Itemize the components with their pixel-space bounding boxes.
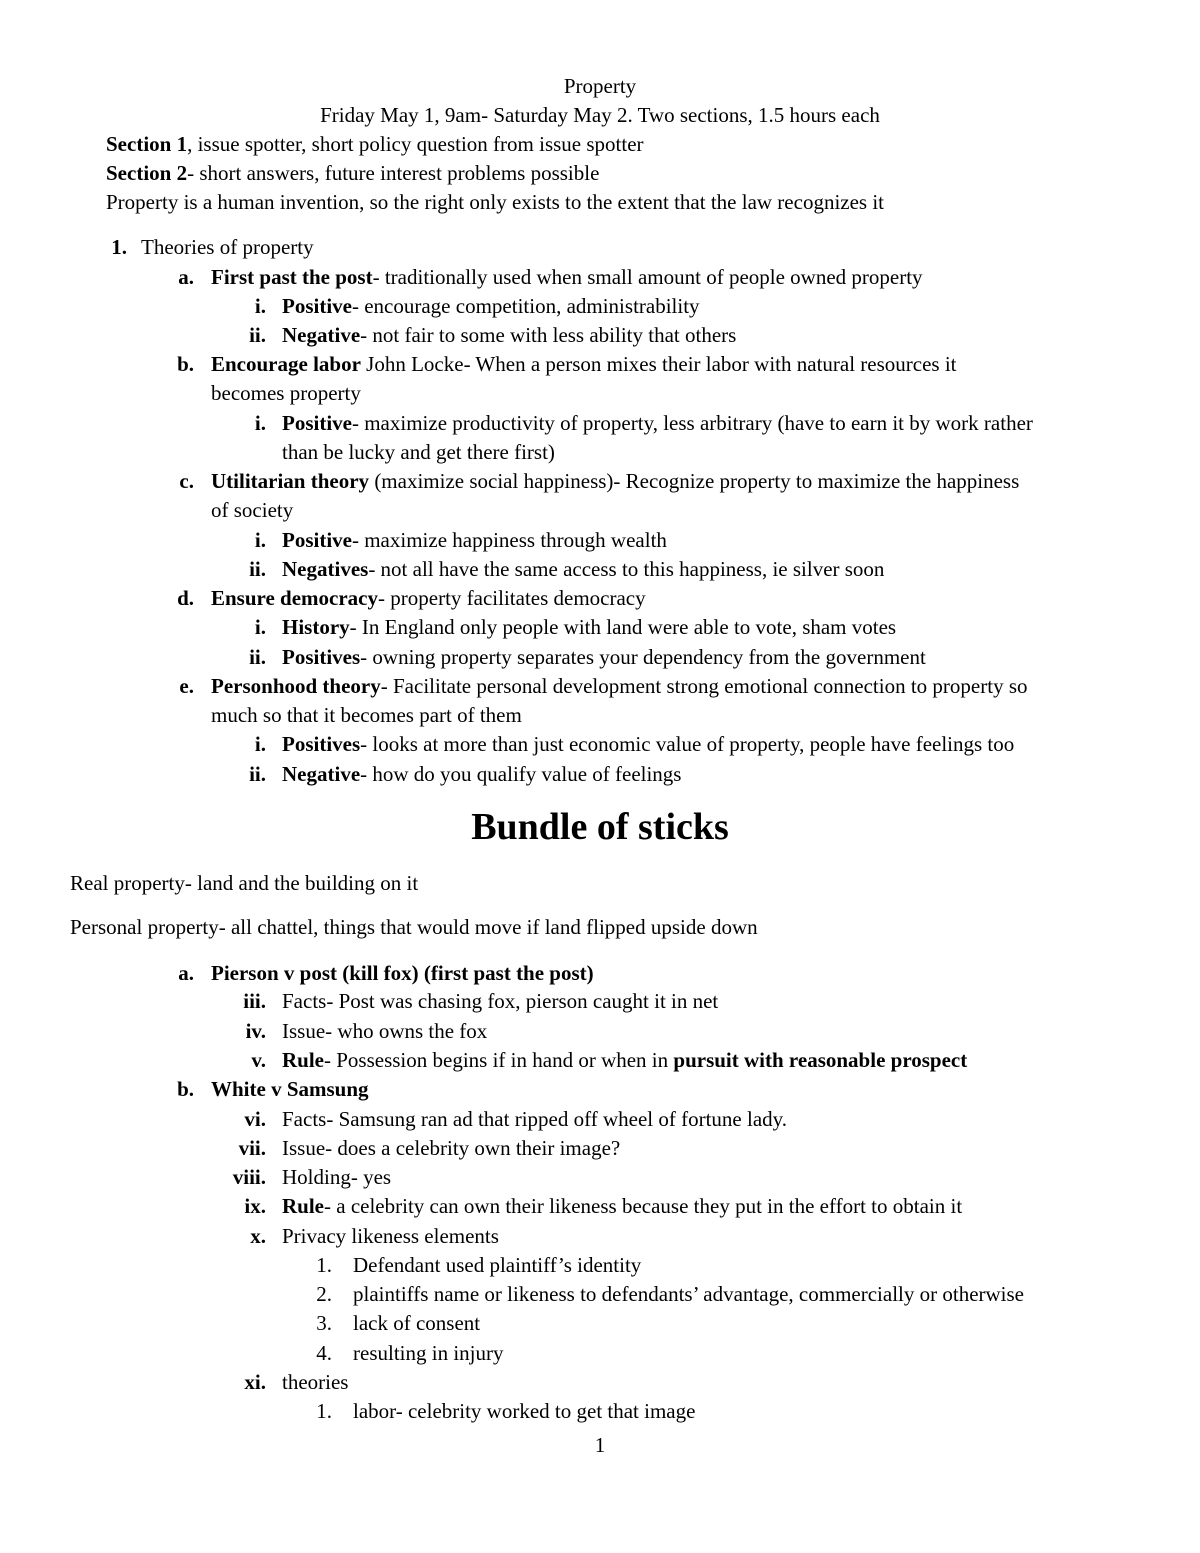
- list-marker: xi.: [244, 1370, 266, 1394]
- list-item: Facts- Samsung ran ad that ripped off wheel of fortune lady.: [282, 1107, 788, 1131]
- list-marker: iv.: [245, 1019, 266, 1043]
- list-item: [282, 293, 700, 319]
- list-item: lack of consent: [353, 1311, 481, 1335]
- outline-title: Theories of property: [141, 235, 314, 259]
- case-pierson-v-post: Pierson v post (kill fox) (first past the post): [211, 961, 594, 985]
- item-text: - how do you qualify value of feelings: [360, 762, 682, 786]
- item-text: - In England only people with land were able to vote, sham votes: [349, 615, 897, 639]
- section-2-label: Section 2: [106, 161, 188, 185]
- list-marker: vii.: [238, 1136, 266, 1160]
- list-item: labor- celebrity worked to get that image: [353, 1399, 696, 1423]
- list-marker: 3.: [316, 1311, 332, 1335]
- item-text-continued: than be lucky and get there first): [282, 440, 555, 464]
- theory-text: - traditionally used when small amount of people owned property: [372, 265, 923, 289]
- page-number: 1: [594, 1433, 606, 1457]
- list-marker: i.: [254, 528, 266, 552]
- list-marker: ii.: [249, 645, 266, 669]
- list-item: [282, 731, 1014, 757]
- list-marker: ix.: [244, 1194, 266, 1218]
- list-marker: 1.: [316, 1253, 332, 1277]
- theory-first-past-post: [211, 264, 923, 290]
- list-marker: i.: [254, 411, 266, 435]
- list-item: [282, 527, 667, 553]
- list-marker: i.: [254, 615, 266, 639]
- theory-text-continued: becomes property: [211, 381, 361, 405]
- theory-text-continued: much so that it becomes part of them: [211, 703, 522, 727]
- item-text: - looks at more than just economic value of property, people have feelings too: [360, 732, 1015, 756]
- theory-label: Personhood theory: [211, 674, 381, 698]
- theory-label: Ensure democracy: [211, 586, 379, 610]
- list-marker: i.: [254, 732, 266, 756]
- list-item: Issue- does a celebrity own their image?: [282, 1136, 621, 1160]
- section-2-line: [106, 160, 599, 186]
- list-marker: 1.: [316, 1399, 332, 1423]
- outline-number: 1.: [111, 235, 127, 259]
- item-text: - maximize productivity of property, less arbitrary (have to earn it by work rather: [351, 411, 1033, 435]
- list-marker: vi.: [244, 1107, 266, 1131]
- list-marker: a.: [178, 265, 194, 289]
- list-item: plaintiffs name or likeness to defendants’ advantage, commercially or otherwise: [353, 1282, 1024, 1306]
- list-item: [282, 556, 884, 582]
- item-label: Positive: [282, 528, 352, 552]
- item-label: Positive: [282, 411, 352, 435]
- list-marker: b.: [177, 352, 194, 376]
- item-text: - Possession begins if in hand or when in: [324, 1048, 674, 1072]
- real-property-text: Real property- land and the building on it: [70, 871, 419, 895]
- item-label: Positive: [282, 294, 352, 318]
- item-label: Positives: [282, 645, 361, 669]
- item-text: - owning property separates your dependency from the government: [360, 645, 926, 669]
- item-text: - not fair to some with less ability that others: [360, 323, 737, 347]
- personal-property-text: Personal property- all chattel, things that would move if land flipped upside down: [70, 915, 758, 939]
- list-item: theories: [282, 1370, 349, 1394]
- item-label: Rule: [282, 1194, 324, 1218]
- section-2-text: - short answers, future interest problems possible: [187, 161, 600, 185]
- item-emphasis: pursuit with reasonable prospect: [673, 1048, 968, 1072]
- list-marker: ii.: [249, 762, 266, 786]
- list-marker: 4.: [316, 1341, 332, 1365]
- item-text: - maximize happiness through wealth: [351, 528, 667, 552]
- theory-utilitarian: [211, 468, 1019, 494]
- list-marker: d.: [177, 586, 194, 610]
- item-label: Negative: [282, 762, 361, 786]
- list-marker: e.: [179, 674, 194, 698]
- theory-democracy: [211, 585, 646, 611]
- theory-text: - property facilitates democracy: [378, 586, 646, 610]
- intro-text: Property is a human invention, so the right only exists to the extent that the law recognizes it: [106, 190, 885, 214]
- item-text: - a celebrity can own their likeness because they put in the effort to obtain it: [324, 1194, 963, 1218]
- theory-text: John Locke- When a person mixes their labor with natural resources it: [360, 352, 957, 376]
- list-item: [282, 322, 736, 348]
- theory-text: (maximize social happiness)- Recognize property to maximize the happiness: [369, 469, 1020, 493]
- theory-text: - Facilitate personal development strong emotional connection to property so: [380, 674, 1028, 698]
- list-marker: viii.: [232, 1165, 266, 1189]
- list-item: [282, 1047, 967, 1073]
- item-text: - encourage competition, administrability: [351, 294, 700, 318]
- list-item: [282, 410, 1033, 436]
- exam-schedule: Friday May 1, 9am- Saturday May 2. Two sections, 1.5 hours each: [320, 103, 880, 127]
- list-marker: ii.: [249, 557, 266, 581]
- item-label: Negatives: [282, 557, 369, 581]
- list-marker: ii.: [249, 323, 266, 347]
- list-marker: iii.: [243, 989, 266, 1013]
- theory-encourage-labor: [211, 351, 957, 377]
- section-heading: Bundle of sticks: [471, 806, 729, 848]
- list-item: Defendant used plaintiff’s identity: [353, 1253, 642, 1277]
- theory-label: Utilitarian theory: [211, 469, 370, 493]
- item-label: History: [282, 615, 350, 639]
- theory-text-continued: of society: [211, 498, 294, 522]
- list-marker: c.: [179, 469, 194, 493]
- document-title: Property: [563, 74, 637, 98]
- list-marker: 2.: [316, 1282, 332, 1306]
- list-item: Issue- who owns the fox: [282, 1019, 488, 1043]
- list-marker: v.: [251, 1048, 266, 1072]
- theory-personhood: [211, 673, 1028, 699]
- item-text: - not all have the same access to this happiness, ie silver soon: [368, 557, 885, 581]
- section-1-label: Section 1: [106, 132, 188, 156]
- list-marker: i.: [254, 294, 266, 318]
- list-marker: x.: [250, 1224, 266, 1248]
- list-marker: a.: [178, 961, 194, 985]
- list-item: [282, 614, 896, 640]
- list-item: [282, 1193, 962, 1219]
- theory-label: First past the post: [211, 265, 373, 289]
- list-item: Facts- Post was chasing fox, pierson caught it in net: [282, 989, 719, 1013]
- item-label: Rule: [282, 1048, 324, 1072]
- theory-label: Encourage labor: [211, 352, 361, 376]
- list-item: [282, 644, 926, 670]
- section-1-line: [106, 131, 644, 157]
- section-1-text: , issue spotter, short policy question from issue spotter: [187, 132, 644, 156]
- list-marker: b.: [177, 1077, 194, 1101]
- list-item: Holding- yes: [282, 1165, 392, 1189]
- case-white-v-samsung: White v Samsung: [211, 1077, 369, 1101]
- list-item: resulting in injury: [353, 1341, 504, 1365]
- item-label: Positives: [282, 732, 361, 756]
- list-item: Privacy likeness elements: [282, 1224, 499, 1248]
- item-label: Negative: [282, 323, 361, 347]
- list-item: [282, 761, 681, 787]
